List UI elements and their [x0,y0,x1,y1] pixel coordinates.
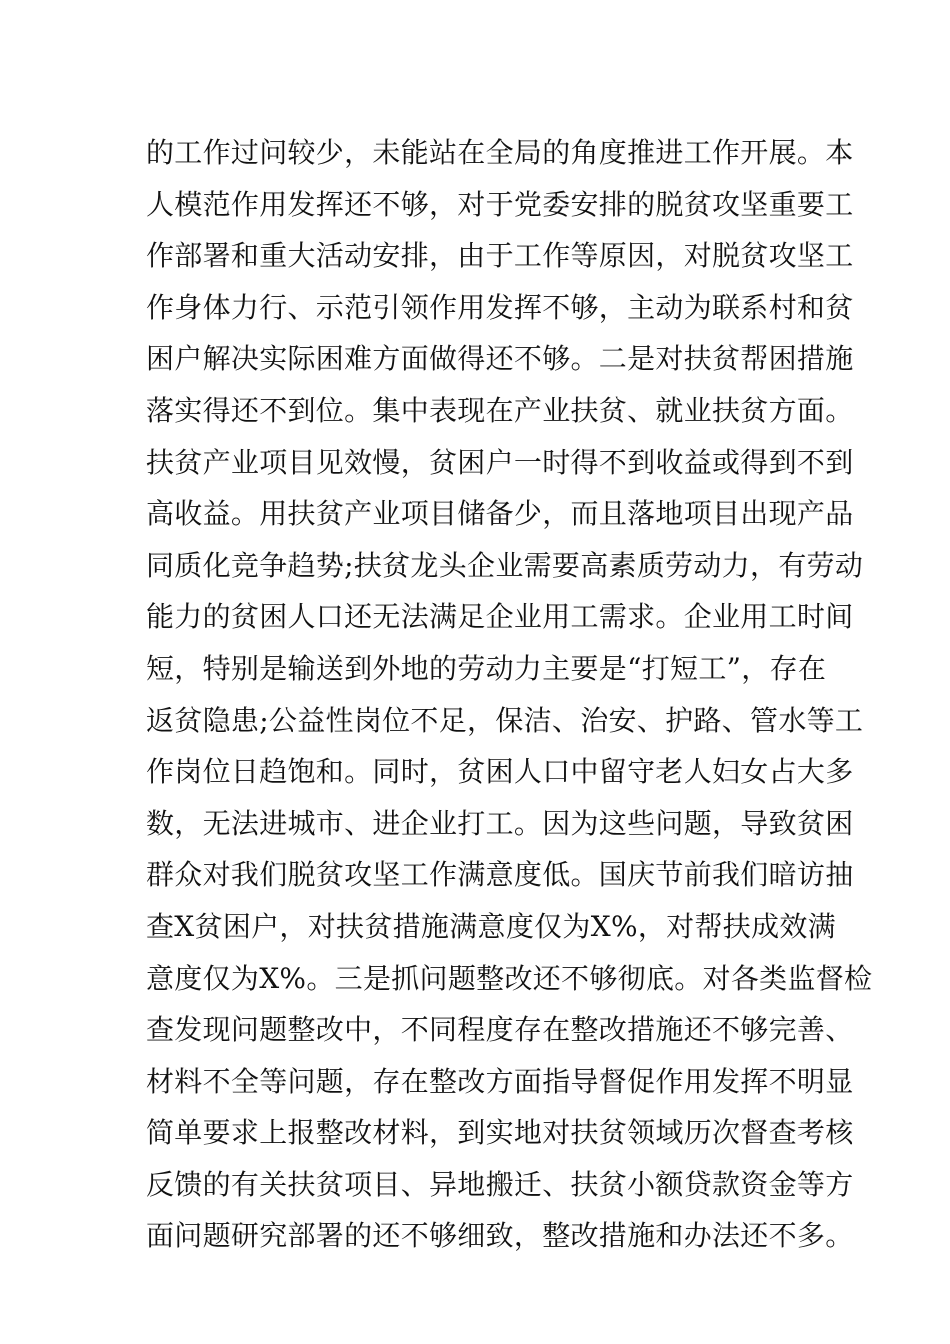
text-line: 查发现问题整改中，不同程度存在整改措施还不够完善、 [146,1013,854,1047]
text-line: 的工作过问较少，未能站在全局的角度推进工作开展。本 [146,136,854,169]
text-line: 群众对我们脱贫攻坚工作满意度低。国庆节前我们暗访抽 [146,858,854,892]
text-line: 反馈的有关扶贫项目、异地搬迁、扶贫小额贷款资金等方 [146,1167,854,1201]
text-line: 困户解决实际困难方面做得还不够。二是对扶贫帮困措施 [146,342,854,376]
text-line: 短，特别是输送到外地的劳动力主要是“打短工”，存在 [146,651,827,685]
text-line: 人模范作用发挥还不够，对于党委安排的脱贫攻坚重要工 [146,187,854,221]
text-line: 作身体力行、示范引领作用发挥不够，主动为联系村和贫 [146,290,854,324]
body-paragraph [146,127,873,1262]
text-line: 材料不全等问题，存在整改方面指导督促作用发挥不明显 [146,1064,854,1098]
text-line: 简单要求上报整改材料，到实地对扶贫领域历次督查考核 [146,1116,854,1150]
text-line: 数，无法进城市、进企业打工。因为这些问题，导致贫困 [146,806,854,840]
text-line: 同质化竞争趋势;扶贫龙头企业需要高素质劳动力，有劳动 [146,548,864,582]
text-line: 落实得还不到位。集中表现在产业扶贫、就业扶贫方面。 [146,393,854,427]
text-line: 高收益。用扶贫产业项目储备少，而且落地项目出现产品 [146,497,854,531]
text-line: 意度仅为X%。三是抓问题整改还不够彻底。对各类监督检 [146,961,873,995]
text-line: 能力的贫困人口还无法满足企业用工需求。企业用工时间 [146,600,854,634]
text-line: 面问题研究部署的还不够细致，整改措施和办法还不多。 [146,1219,854,1253]
text-line: 作部署和重大活动安排，由于工作等原因，对脱贫攻坚工 [146,239,854,273]
text-line: 扶贫产业项目见效慢，贫困户一时得不到收益或得到不到 [146,445,854,479]
text-line: 返贫隐患;公益性岗位不足，保洁、治安、护路、管水等工 [146,703,864,737]
text-line: 查X贫困户，对扶贫措施满意度仅为X%，对帮扶成效满 [146,909,836,943]
text-line: 作岗位日趋饱和。同时，贫困人口中留守老人妇女占大多 [146,755,854,789]
